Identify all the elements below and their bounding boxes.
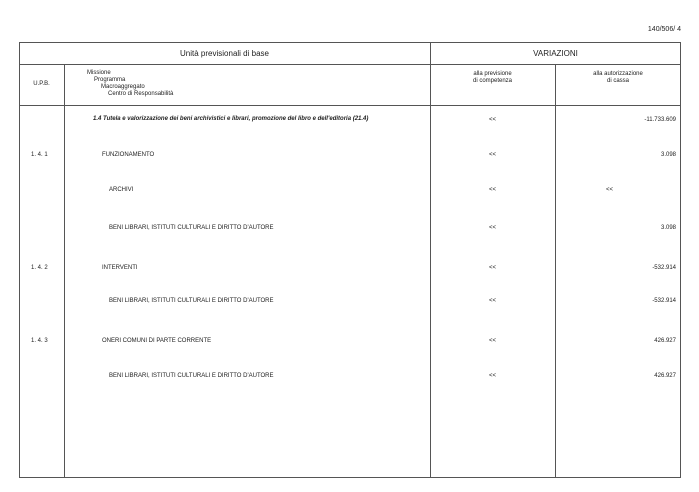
row-label: BENI LIBRARI, ISTITUTI CULTURALI E DIRITTO D'AUTORE <box>109 373 274 379</box>
row-competenza: << <box>488 117 496 123</box>
row-upb: 1. 4. 2 <box>31 265 48 271</box>
row-cassa: 3.098 <box>660 152 676 158</box>
header-bottom-rule <box>19 105 681 106</box>
row-competenza: << <box>488 338 496 344</box>
row-label: BENI LIBRARI, ISTITUTI CULTURALI E DIRITTO D'AUTORE <box>109 298 274 304</box>
hierarchy-programma: Programma <box>94 77 126 83</box>
unita-title: Unità previsionali di base <box>180 49 269 58</box>
row-label: BENI LIBRARI, ISTITUTI CULTURALI E DIRITTO D'AUTORE <box>109 225 274 231</box>
row-competenza: << <box>488 225 496 231</box>
row-competenza: << <box>488 152 496 158</box>
variazioni-title: VARIAZIONI <box>533 49 578 58</box>
competenza-header-1: alla previsione <box>473 71 512 77</box>
upb-label: U.P.B. <box>33 81 50 87</box>
hierarchy-missione: Missione <box>87 70 111 76</box>
row-cassa: 426.927 <box>654 373 676 379</box>
upb-column-rule <box>64 64 65 478</box>
row-cassa: 426.927 <box>654 338 676 344</box>
row-cassa: -532.914 <box>652 265 676 271</box>
page-reference: 140/506/ 4 <box>647 26 681 33</box>
row-label: ARCHIVI <box>109 187 134 193</box>
variazioni-column-rule <box>430 42 431 478</box>
row-competenza: << <box>488 265 496 271</box>
row-label: ONERI COMUNI DI PARTE CORRENTE <box>102 338 212 344</box>
row-cassa: << <box>606 187 614 193</box>
hierarchy-macroaggregato: Macroaggregato <box>101 84 145 90</box>
cassa-header-1: alla autorizzazione <box>593 71 643 77</box>
cassa-column-rule <box>555 64 556 478</box>
row-label: FUNZIONAMENTO <box>102 152 155 158</box>
row-competenza: << <box>488 298 496 304</box>
row-upb: 1. 4. 1 <box>31 152 48 158</box>
row-upb: 1. 4. 3 <box>31 338 48 344</box>
hierarchy-centro: Centro di Responsabilità <box>108 91 174 97</box>
row-label-programma: 1.4 Tutela e valorizzazione dei beni archivistici e librari, promozione del libro e dell'editoria (21.4) <box>93 116 369 122</box>
row-label: INTERVENTI <box>102 265 138 271</box>
header-divider <box>19 64 681 65</box>
row-cassa: -11.733.609 <box>644 117 676 123</box>
competenza-header-2: di competenza <box>472 78 513 84</box>
row-cassa: 3.098 <box>660 225 676 231</box>
cassa-header-2: di cassa <box>606 78 629 84</box>
table-frame <box>19 42 681 478</box>
row-cassa: -532.914 <box>652 298 676 304</box>
row-competenza: << <box>488 187 496 193</box>
row-competenza: << <box>488 373 496 379</box>
